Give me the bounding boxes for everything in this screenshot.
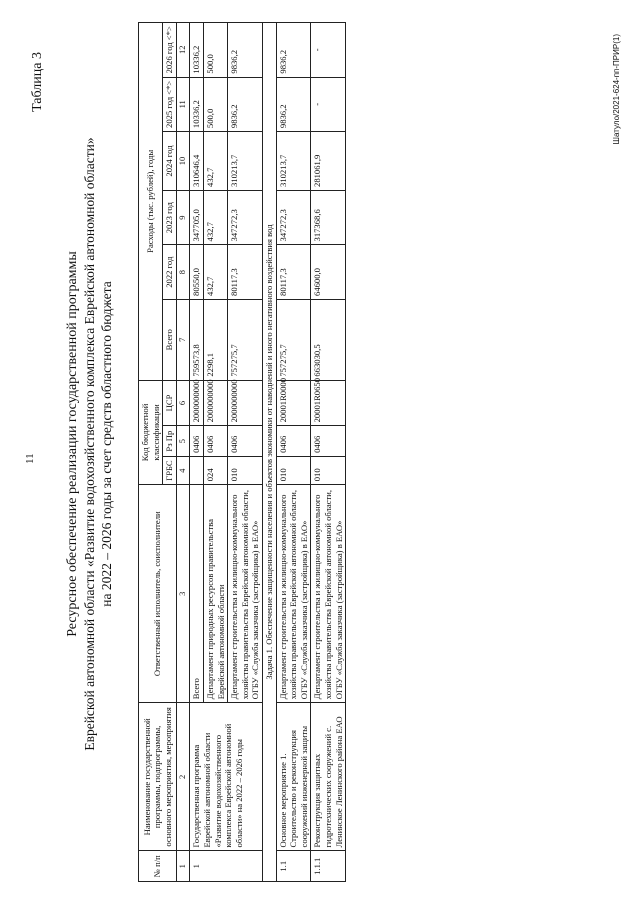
table-label: Таблица 3 xyxy=(30,52,45,112)
y2023-cell: 432,7 xyxy=(203,190,227,245)
resp-cell: Департамент строительства и жилищно-коммунального хозяйства правительства Еврейской автономной области, ОГБУ «Служба заказчика (застройщика) в ЕАО» xyxy=(276,485,311,703)
y2025-cell: 9836,2 xyxy=(276,77,311,132)
col-num-header: № п/п xyxy=(139,851,177,882)
heading-line-1: Ресурсное обеспечение реализации государственной программы xyxy=(65,251,80,637)
rzpr-cell: 0406 xyxy=(228,426,263,457)
header-row-1 xyxy=(139,23,163,882)
y2022-cell: 80117,3 xyxy=(228,245,263,300)
y2022-cell: 80117,3 xyxy=(276,245,311,300)
y2026-cell: 9836,2 xyxy=(276,23,311,78)
row-num: 1 xyxy=(190,851,263,882)
y2024-cell: 310213,7 xyxy=(228,132,263,191)
row-num: 1.1 xyxy=(276,851,311,882)
col-number: 5 xyxy=(176,426,190,457)
col-number: 6 xyxy=(176,380,190,426)
col-number: 12 xyxy=(176,23,190,78)
col-number: 10 xyxy=(176,132,190,191)
rzpr-cell: 0406 xyxy=(311,426,346,457)
grbs-cell: 010 xyxy=(311,456,346,484)
total-cell: 663030,5 xyxy=(311,299,346,380)
col-total-header: Всего xyxy=(163,299,177,380)
rzpr-cell: 0406 xyxy=(276,426,311,457)
col-2025-header: 2025 год <*> xyxy=(163,77,177,132)
col-csr-header: ЦСР xyxy=(163,380,177,426)
document-stamp: Шатуло/2021-624-пп-ПРИР(1) xyxy=(612,34,621,145)
col-grbs-header: ГРБС xyxy=(163,456,177,484)
csr-cell: 2000000000 xyxy=(190,380,204,426)
col-expenses-header: Расходы (тыс. рублей), годы xyxy=(139,23,163,381)
y2026-cell: - xyxy=(311,23,346,78)
col-number: 7 xyxy=(176,299,190,380)
y2022-cell: 80550,0 xyxy=(190,245,204,300)
resp-cell: Департамент природных ресурсов правительства Еврейской автономной области xyxy=(203,485,227,703)
y2025-cell: 10336,2 xyxy=(190,77,204,132)
measure-name: Основное мероприятие 1. Строительство и реконструкция сооружений инженерной защиты xyxy=(276,703,311,851)
col-number: 11 xyxy=(176,77,190,132)
resp-cell: Департамент строительства и жилищно-коммунального хозяйства правительства Еврейской автономной области, ОГБУ «Служба заказчика (застройщика) в ЕАО» xyxy=(311,485,346,703)
total-cell: 757275,7 xyxy=(228,299,263,380)
col-number: 4 xyxy=(176,456,190,484)
row-num: 1.1.1 xyxy=(311,851,346,882)
col-resp-header: Ответственный исполнитель, соисполнители xyxy=(139,485,177,703)
col-2026-header: 2026 год <*> xyxy=(163,23,177,78)
grbs-cell xyxy=(190,456,204,484)
table-row xyxy=(276,23,311,882)
csr-cell: 2000000000 xyxy=(203,380,227,426)
col-number: 3 xyxy=(176,485,190,703)
y2022-cell: 64600,0 xyxy=(311,245,346,300)
col-number: 8 xyxy=(176,245,190,300)
col-rzpr-header: Рз Пр xyxy=(163,426,177,457)
page-number: 11 xyxy=(24,453,36,464)
y2024-cell: 281061,9 xyxy=(311,132,346,191)
total-cell: 757275,7 xyxy=(276,299,311,380)
resp-cell: Всего xyxy=(190,485,204,703)
total-cell: 759573,8 xyxy=(190,299,204,380)
csr-cell: 2000000000 xyxy=(228,380,263,426)
task-1-title: Задача 1. Обеспечение защищенности населения и объектов экономики от наводнений и иного негативного воздействия вод xyxy=(262,23,276,882)
y2025-cell: - xyxy=(311,77,346,132)
column-numbers-row xyxy=(176,23,190,882)
col-2024-header: 2024 год xyxy=(163,132,177,191)
table-row xyxy=(311,23,346,882)
rzpr-cell: 0406 xyxy=(203,426,227,457)
col-number: 9 xyxy=(176,190,190,245)
document-heading xyxy=(64,124,115,764)
y2026-cell: 500,0 xyxy=(203,23,227,78)
grbs-cell: 010 xyxy=(228,456,263,484)
col-number: 1 xyxy=(176,851,190,882)
y2022-cell: 432,7 xyxy=(203,245,227,300)
y2024-cell: 310646,4 xyxy=(190,132,204,191)
table-row xyxy=(190,23,204,882)
csr-cell: 20001R0000 xyxy=(276,380,311,426)
task-row xyxy=(262,23,276,882)
col-budget-code-header: Код бюджетной классификации xyxy=(139,380,163,485)
y2025-cell: 9836,2 xyxy=(228,77,263,132)
y2026-cell: 9836,2 xyxy=(228,23,263,78)
y2025-cell: 500,0 xyxy=(203,77,227,132)
total-cell: 2298,1 xyxy=(203,299,227,380)
resource-table xyxy=(138,22,346,882)
y2023-cell: 347272,3 xyxy=(276,190,311,245)
csr-cell: 20001R0650 xyxy=(311,380,346,426)
y2024-cell: 310213,7 xyxy=(276,132,311,191)
program-name: Государственная программа Еврейской автономной области «Развитие водохозяйственного комплекса Еврейской автономной области» на 2022 – 2026 годы xyxy=(190,703,263,851)
col-number: 2 xyxy=(176,703,190,851)
col-2023-header: 2023 год xyxy=(163,190,177,245)
y2023-cell: 317368,6 xyxy=(311,190,346,245)
heading-line-3: на 2022 – 2026 годы за счет средств областного бюджета xyxy=(99,281,114,607)
col-name-header: Наименование государственной программы, подпрограммы, основного мероприятия, мероприятия xyxy=(139,703,177,851)
resp-cell: Департамент строительства и жилищно-коммунального хозяйства правительства Еврейской автономной области, ОГБУ «Служба заказчика (застройщика) в ЕАО» xyxy=(228,485,263,703)
col-2022-header: 2022 год xyxy=(163,245,177,300)
sub-measure-name: Реконструкция защитных гидротехнических сооружений с. Ленинское Ленинского района ЕАО xyxy=(311,703,346,851)
rzpr-cell: 0406 xyxy=(190,426,204,457)
y2023-cell: 347705,0 xyxy=(190,190,204,245)
y2026-cell: 10336,2 xyxy=(190,23,204,78)
y2024-cell: 432,7 xyxy=(203,132,227,191)
grbs-cell: 010 xyxy=(276,456,311,484)
y2023-cell: 347272,3 xyxy=(228,190,263,245)
grbs-cell: 024 xyxy=(203,456,227,484)
heading-line-2: Еврейской автономной области «Развитие водохозяйственного комплекса Еврейской автономной области» xyxy=(82,137,97,751)
